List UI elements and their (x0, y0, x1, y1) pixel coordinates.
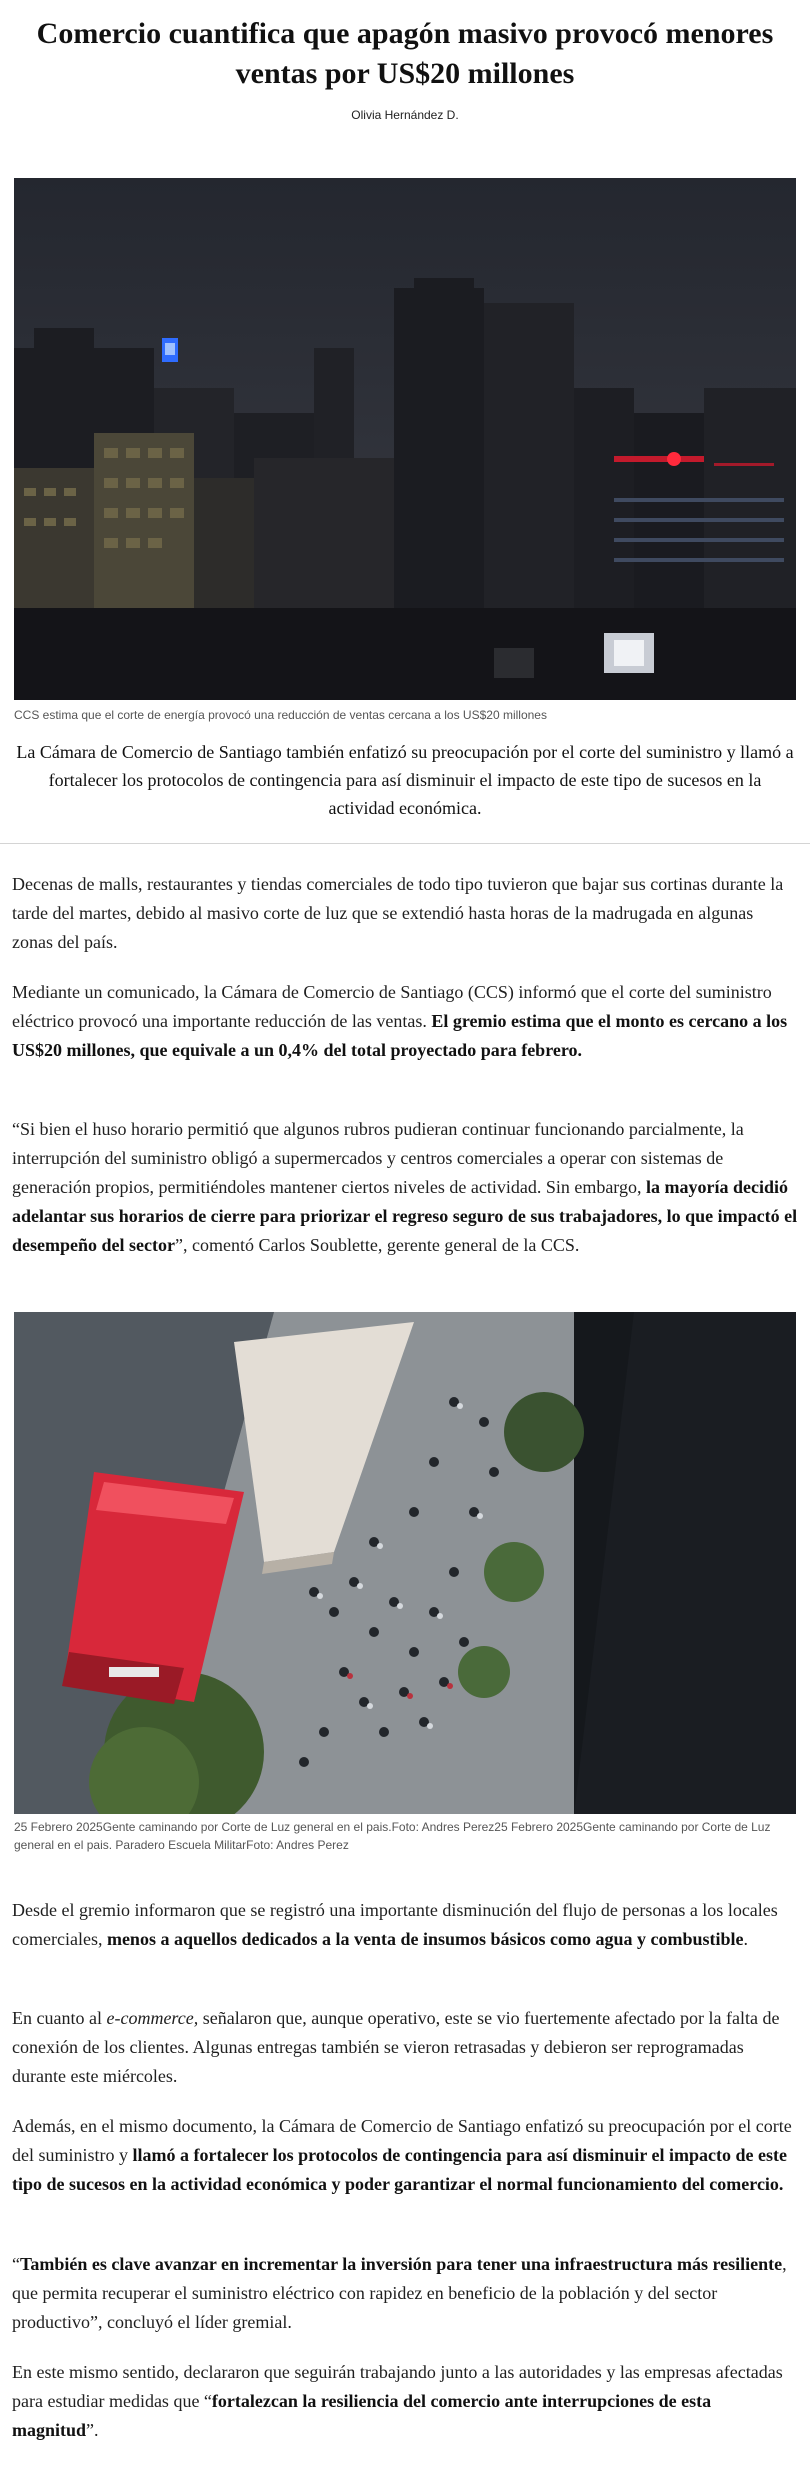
paragraph-3: “Si bien el huso horario permitió que algunos rubros pudieran continuar funcionando parcialmente, la interrupción del suministro obligó a supermercados y centros comerciales a operar con sistemas de generación propios, permitiéndoles mantener ciertos niveles de actividad. Sin embargo, la mayoría decidió adelantar sus horarios de cierre para priorizar el regreso seguro de sus trabajadores, lo que impactó el desempeño del sector”, comentó Carlos Soublette, gerente general de la CCS. (12, 1119, 798, 1255)
paragraph-8: En este mismo sentido, declararon que seguirán trabajando junto a las autoridades y las empresas afectadas para estudiar medidas que “fortalezcan la resiliencia del comercio ante interrupciones de esta magnitud”. (12, 2362, 783, 2440)
article-lede: La Cámara de Comercio de Santiago también enfatizó su preocupación por el corte del suministro y llamó a fortalecer los protocolos de contingencia para así disminuir el impacto de este tipo de sucesos en la actividad económica. (16, 742, 794, 818)
article-headline: Comercio cuantifica que apagón masivo provocó menores ventas por US$20 millones (36, 17, 774, 90)
paragraph-1: Decenas de malls, restaurantes y tiendas comerciales de todo tipo tuvieron que bajar sus cortinas durante la tarde del martes, debido al masivo corte de luz que se extendió hasta horas de la madrugada en algunas zonas del país. (12, 874, 784, 952)
bus-stop-photo (14, 1312, 796, 1814)
paragraph-6: Además, en el mismo documento, la Cámara de Comercio de Santiago enfatizó su preocupación por el corte del suministro y llamó a fortalecer los protocolos de contingencia para así disminuir el impacto de este tipo de sucesos en la actividad económica y poder garantizar el normal funcionamiento del comercio. (12, 2116, 792, 2194)
paragraph-7-highlight: También es clave avanzar en incrementar la inversión para tener una infraestructura más resiliente (20, 2254, 783, 2274)
paragraph-3-highlight: la mayoría decidió adelantar sus horarios de cierre para priorizar el regreso seguro de sus trabajadores, lo que impactó el desempeño del sector (12, 1177, 798, 1255)
paragraph-6-highlight: llamó a fortalecer los protocolos de contingencia para así disminuir el impacto de este tipo de sucesos en la actividad económica y poder garantizar el normal funcionamiento del comercio. (12, 2145, 787, 2194)
paragraph-4: Desde el gremio informaron que se registró una importante disminución del flujo de personas a los locales comerciales, menos a aquellos dedicados a la venta de insumos básicos como agua y combustible. (12, 1900, 778, 1949)
paragraph-7: “También es clave avanzar en incrementar la inversión para tener una infraestructura más resiliente, que permita recuperar el suministro eléctrico con rapidez en beneficio de la población y del sector productivo”, concluyó el líder gremial. (12, 2254, 787, 2332)
paragraph-5: En cuanto al e-commerce, señalaron que, aunque operativo, este se vio fuertemente afectado por la falta de conexión de los clientes. Algunas entregas también se vieron retrasadas y debieron ser reprogramadas durante este miércoles. (12, 2008, 780, 2086)
paragraph-4-highlight: menos a aquellos dedicados a la venta de insumos básicos como agua y combustible (106, 1929, 744, 1949)
hero-photo-caption: CCS estima que el corte de energía provocó una reducción de ventas cercana a los US$20 millones (14, 708, 547, 722)
paragraph-8-highlight: fortalezcan la resiliencia del comercio ante interrupciones de esta magnitud (12, 2391, 712, 2440)
divider (0, 843, 810, 844)
ecommerce-term: e-commerce, (106, 2008, 199, 2028)
bus-stop-illustration (14, 1312, 796, 1814)
bus-stop-photo-caption: 25 Febrero 2025Gente caminando por Corte de Luz general en el pais.Foto: Andres Perez25 Febrero 2025Gente caminando por Corte de Luz general en el pais. Paradero Escuela MilitarFoto: Andres Perez (14, 1820, 771, 1852)
author-byline[interactable]: Olivia Hernández D. (351, 108, 459, 122)
night-city-illustration (14, 178, 796, 700)
hero-photo (14, 178, 796, 700)
paragraph-2-highlight: El gremio estima que el monto es cercano a los US$20 millones, que equivale a un 0,4% del total proyectado para febrero. (12, 1011, 788, 1060)
paragraph-2: Mediante un comunicado, la Cámara de Comercio de Santiago (CCS) informó que el corte del suministro eléctrico provocó una importante reducción de las ventas. El gremio estima que el monto es cercano a los US$20 millones, que equivale a un 0,4% del total proyectado para febrero. (12, 982, 788, 1060)
